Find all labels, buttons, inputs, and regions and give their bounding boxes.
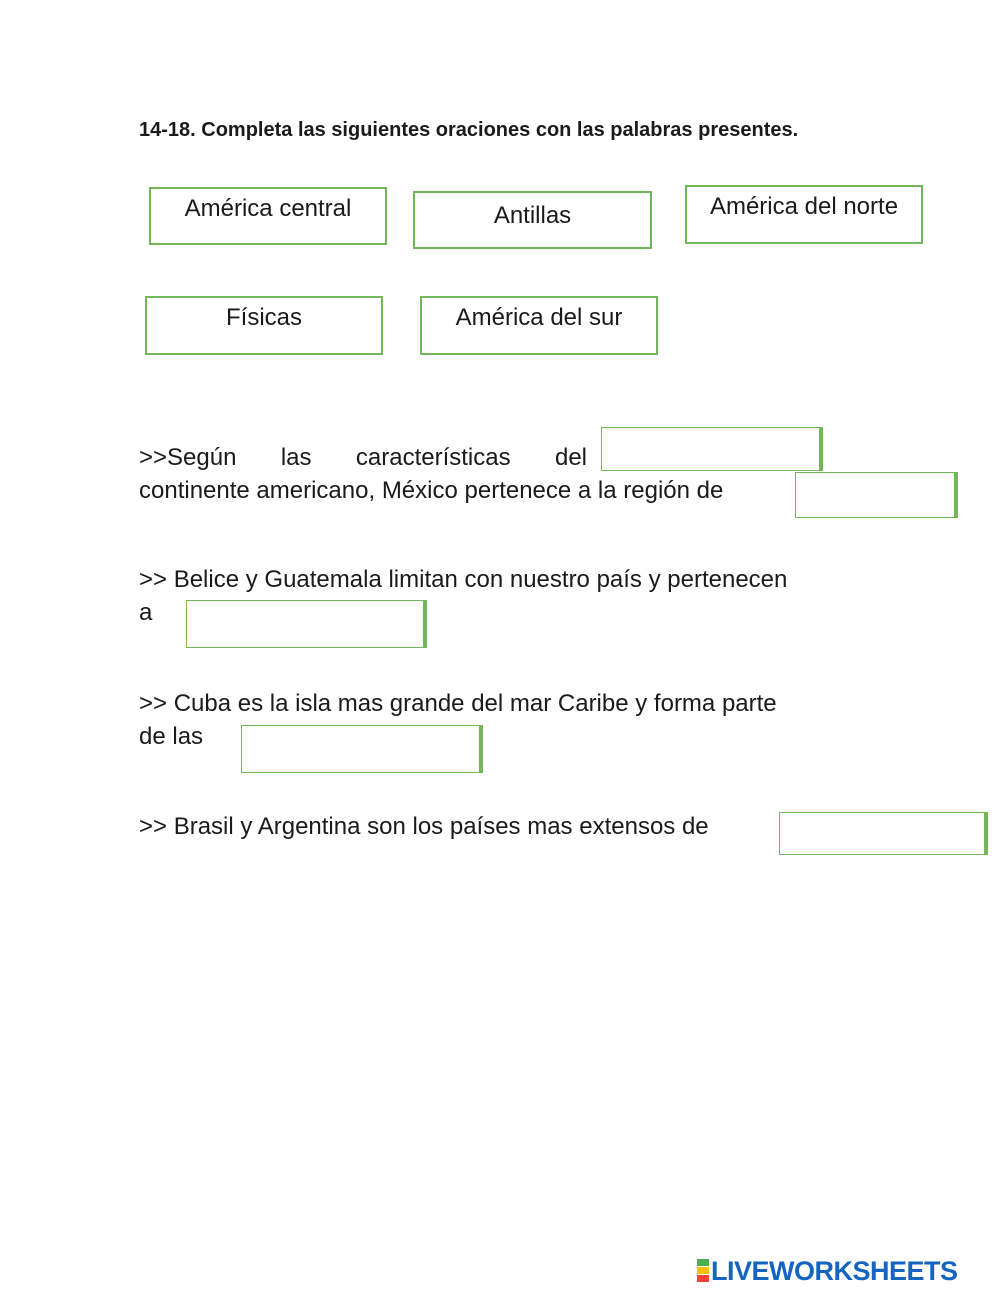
logo-mark-icon [697, 1259, 709, 1283]
liveworksheets-logo [697, 1257, 958, 1285]
word-bank-item-america-central[interactable]: América central [149, 187, 387, 245]
sentence-4-line-1: >> Brasil y Argentina son los países mas extensos de [139, 813, 709, 840]
word-bank-item-america-del-norte[interactable]: América del norte [685, 185, 923, 244]
logo-mark-stripe [697, 1267, 709, 1274]
sentence-1-word: las [280, 444, 312, 471]
sentence-1-word: >>Según [139, 444, 237, 471]
instructions-title: 14-18. Completa las siguientes oraciones con las palabras presentes. [139, 119, 799, 141]
answer-input-1[interactable] [601, 427, 823, 471]
sentence-3-line-1: >> Cuba es la isla mas grande del mar Caribe y forma parte [139, 690, 777, 717]
answer-input-3[interactable] [186, 600, 427, 648]
word-bank-item-america-del-sur[interactable]: América del sur [420, 296, 658, 355]
sentence-2-line-1: >> Belice y Guatemala limitan con nuestro país y pertenecen [139, 566, 788, 593]
logo-mark-stripe [697, 1259, 709, 1266]
sentence-4 [139, 810, 709, 843]
answer-input-5[interactable] [779, 812, 988, 855]
sentence-3-line-2: de las [139, 723, 204, 750]
answer-input-2[interactable] [795, 472, 958, 518]
answer-input-4[interactable] [241, 725, 483, 773]
sentence-1-word: características [355, 444, 511, 471]
sentence-2-line-2: a [139, 599, 153, 626]
sentence-1-line-2: continente americano, México pertenece a la región de [139, 477, 724, 504]
logo-text: LIVEWORKSHEETS [711, 1255, 958, 1286]
sentence-1-line-1 [139, 441, 587, 474]
word-bank-item-antillas[interactable]: Antillas [413, 191, 652, 249]
sentence-1-word: del [554, 444, 587, 471]
logo-mark-stripe [697, 1275, 709, 1282]
word-bank-item-fisicas[interactable]: Físicas [145, 296, 383, 355]
